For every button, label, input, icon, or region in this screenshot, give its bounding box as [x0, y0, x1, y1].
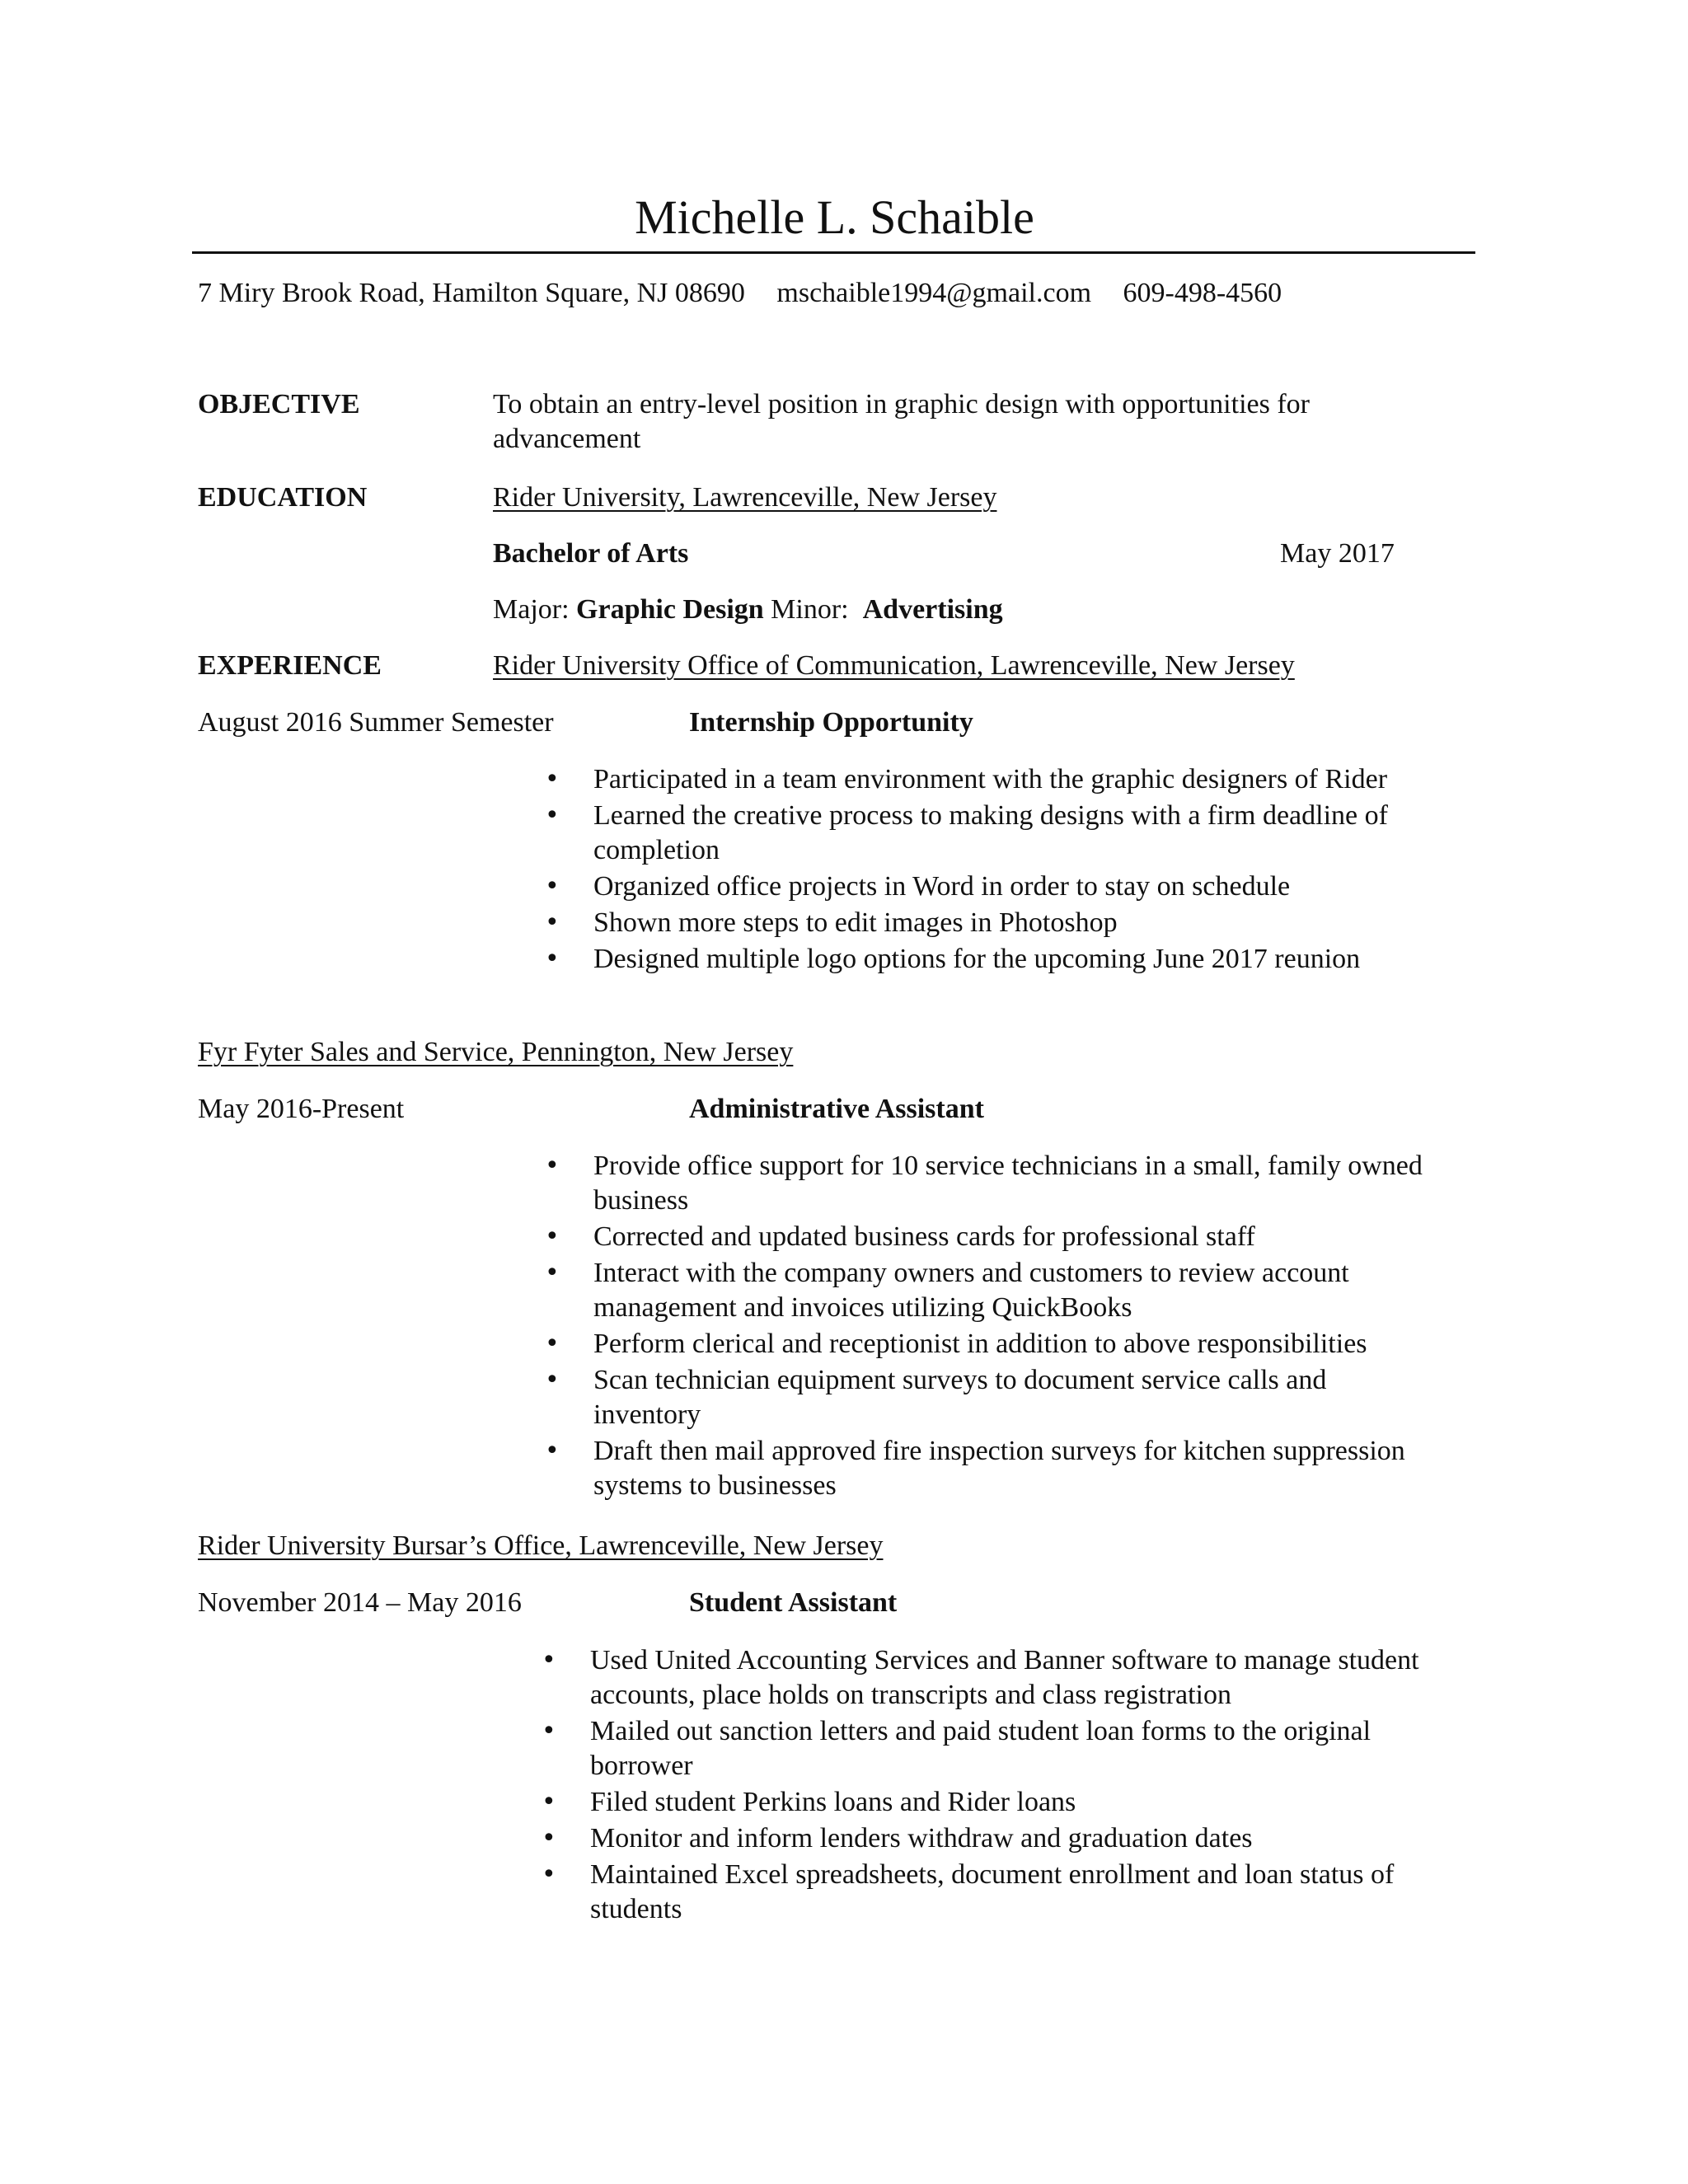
duty-item: • Provide office support for 10 service technicians in a small, family owned business — [544, 1149, 1426, 1218]
education-major-minor — [493, 593, 1003, 627]
objective-text: To obtain an entry-level position in graphic design with opportunities for advancement — [493, 389, 1310, 454]
job-duties-list — [544, 762, 1467, 978]
contact-email: mschaible1994@gmail.com — [776, 278, 1092, 308]
job-dates: August 2016 Summer Semester — [198, 707, 554, 738]
contact-line — [198, 276, 1282, 311]
resume-name: Michelle L. Schaible — [635, 190, 1034, 244]
minor-label: Minor: — [771, 594, 849, 625]
header-rule — [192, 251, 1475, 254]
education-degree: Bachelor of Arts — [493, 538, 689, 569]
job-title: Student Assistant — [689, 1587, 898, 1618]
duty-item: • Monitor and inform lenders withdraw and graduation dates — [541, 1821, 1472, 1856]
duty-item: • Scan technician equipment surveys to document service calls and inventory — [544, 1363, 1426, 1432]
duty-item: • Maintained Excel spreadsheets, document enrollment and loan status of students — [541, 1858, 1464, 1927]
duty-item: • Interact with the company owners and customers to review account management and invoices utilizing QuickBooks — [544, 1256, 1442, 1325]
duty-item: • Participated in a team environment with the graphic designers of Rider — [544, 762, 1426, 797]
job-duties-list — [541, 1643, 1472, 1929]
duty-item: • Shown more steps to edit images in Photoshop — [544, 906, 1467, 940]
duty-item: • Corrected and updated business cards for professional staff — [544, 1220, 1475, 1254]
objective-heading: OBJECTIVE — [198, 389, 360, 419]
duty-item: • Used United Accounting Services and Banner software to manage student accounts, place holds on transcripts and class registration — [541, 1643, 1439, 1713]
duty-item: • Learned the creative process to making designs with a firm deadline of completion — [544, 799, 1426, 868]
education-school: Rider University, Lawrenceville, New Jersey — [493, 482, 997, 513]
job-employer: Rider University Bursar’s Office, Lawrenceville, New Jersey — [198, 1530, 884, 1561]
job-title: Internship Opportunity — [689, 707, 973, 738]
duty-item: • Filed student Perkins loans and Rider loans — [541, 1785, 1472, 1820]
duty-item: • Draft then mail approved fire inspection surveys for kitchen suppression systems to businesses — [544, 1434, 1467, 1503]
minor-value: Advertising — [862, 594, 1003, 625]
education-heading: EDUCATION — [198, 482, 368, 513]
education-date: May 2017 — [1280, 538, 1395, 569]
duty-item: • Designed multiple logo options for the upcoming June 2017 reunion — [544, 942, 1467, 977]
job-duties-list — [544, 1149, 1475, 1505]
job-employer: Rider University Office of Communication, Lawrenceville, New Jersey — [493, 650, 1295, 681]
experience-heading: EXPERIENCE — [198, 650, 382, 681]
contact-address: 7 Miry Brook Road, Hamilton Square, NJ 08690 — [198, 278, 745, 308]
job-employer: Fyr Fyter Sales and Service, Pennington, New Jersey — [198, 1037, 794, 1067]
contact-phone: 609-498-4560 — [1123, 278, 1282, 308]
duty-item: • Mailed out sanction letters and paid student loan forms to the original borrower — [541, 1714, 1439, 1783]
duty-item: • Organized office projects in Word in order to stay on schedule — [544, 869, 1467, 904]
major-label: Major: — [493, 594, 570, 625]
job-dates: May 2016-Present — [198, 1094, 405, 1124]
job-title: Administrative Assistant — [689, 1094, 984, 1124]
major-value: Graphic Design — [576, 594, 764, 625]
duty-item: • Perform clerical and receptionist in addition to above responsibilities — [544, 1327, 1475, 1361]
job-dates: November 2014 – May 2016 — [198, 1587, 522, 1618]
